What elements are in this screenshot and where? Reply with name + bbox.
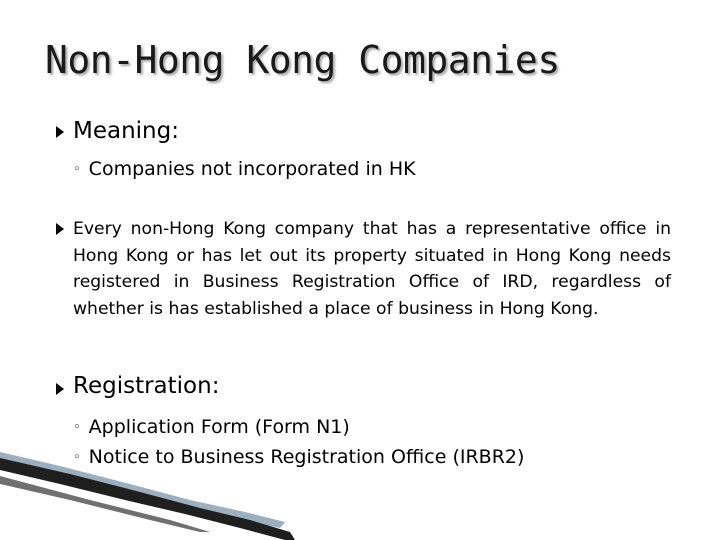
- description-paragraph: Every non-Hong Kong company that has a representative office in Hong Kong or has let out its property situated in Hong Kong needs registered in Business Registration Office of IRD, regardless of whether is has established a place of business in Hong Kong.: [73, 219, 671, 319]
- ring-bullet-icon: ◦: [73, 420, 81, 435]
- registration-label: Registration:: [73, 373, 220, 399]
- registration-item-text: Notice to Business Registration Office (IRBR2): [88, 446, 525, 468]
- meaning-label: Meaning:: [73, 118, 179, 144]
- meaning-sub-text: Companies not incorporated in HK: [88, 158, 416, 180]
- stripe-main: [0, 458, 295, 540]
- ring-bullet-icon: ◦: [73, 450, 81, 465]
- registration-item-text: Application Form (Form N1): [88, 416, 350, 438]
- slide-title: Non-Hong Kong Companies: [45, 38, 560, 82]
- ring-bullet-icon: ◦: [73, 162, 81, 177]
